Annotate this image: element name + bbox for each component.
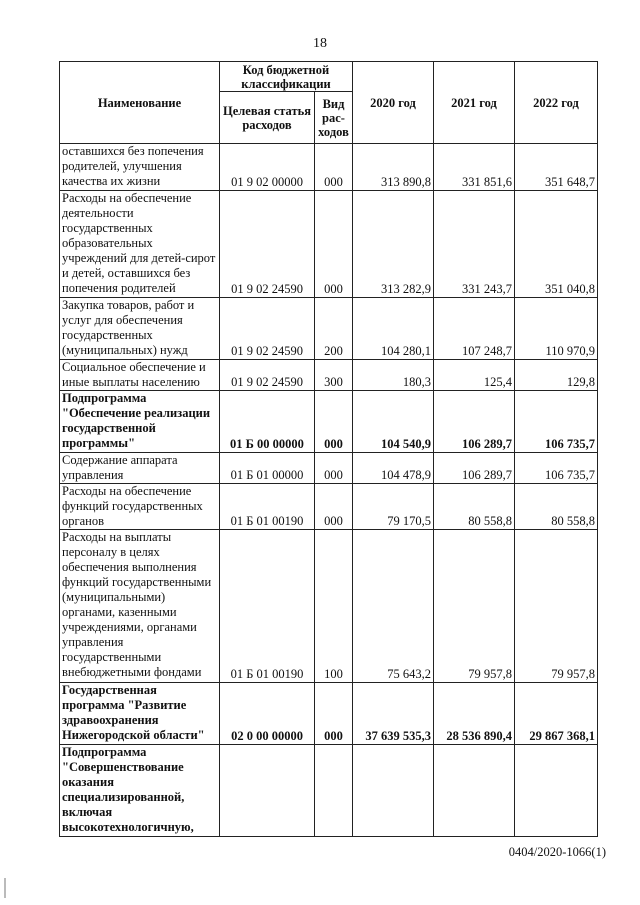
row-kind-code: 000 xyxy=(315,144,353,191)
table-row xyxy=(60,360,598,391)
row-name: Подпрограмма "Совершенствование оказания специализированной, включая высокотехнологичную, xyxy=(60,745,220,837)
row-target-code: 02 0 00 00000 xyxy=(220,683,315,745)
row-value-2022 xyxy=(515,745,598,837)
row-value-2022: 351 040,8 xyxy=(515,191,598,298)
row-value-2020: 104 280,1 xyxy=(353,298,434,360)
row-value-2021: 125,4 xyxy=(434,360,515,391)
row-value-2022: 79 957,8 xyxy=(515,530,598,683)
header-2021: 2021 год xyxy=(434,62,515,144)
row-value-2021: 106 289,7 xyxy=(434,453,515,484)
header-name: Наименование xyxy=(60,62,220,144)
row-name: Подпрограмма "Обеспечение реализации государственной программы" xyxy=(60,391,220,453)
row-target-code: 01 Б 01 00000 xyxy=(220,453,315,484)
table-row xyxy=(60,745,598,837)
row-value-2022: 106 735,7 xyxy=(515,453,598,484)
row-value-2020: 313 890,8 xyxy=(353,144,434,191)
row-target-code: 01 Б 01 00190 xyxy=(220,484,315,530)
scan-edge-mark xyxy=(4,878,6,898)
row-kind-code: 300 xyxy=(315,360,353,391)
row-target-code: 01 9 02 24590 xyxy=(220,360,315,391)
row-value-2020: 37 639 535,3 xyxy=(353,683,434,745)
row-value-2022: 129,8 xyxy=(515,360,598,391)
row-value-2021 xyxy=(434,745,515,837)
row-name: Закупка товаров, работ и услуг для обеспечения государственных (муниципальных) нужд xyxy=(60,298,220,360)
row-target-code: 01 9 02 24590 xyxy=(220,191,315,298)
row-name: Содержание аппарата управления xyxy=(60,453,220,484)
header-2020: 2020 год xyxy=(353,62,434,144)
row-value-2020: 79 170,5 xyxy=(353,484,434,530)
row-target-code: 01 9 02 00000 xyxy=(220,144,315,191)
page-number: 18 xyxy=(313,36,327,51)
row-value-2021: 79 957,8 xyxy=(434,530,515,683)
table-row xyxy=(60,683,598,745)
row-value-2021: 28 536 890,4 xyxy=(434,683,515,745)
row-name: Расходы на обеспечение функций государственных органов xyxy=(60,484,220,530)
row-kind-code: 200 xyxy=(315,298,353,360)
document-footer-code: 0404/2020-1066(1) xyxy=(508,845,606,859)
row-kind-code: 000 xyxy=(315,683,353,745)
row-value-2020: 104 478,9 xyxy=(353,453,434,484)
table-row xyxy=(60,530,598,683)
row-value-2021: 331 851,6 xyxy=(434,144,515,191)
row-value-2020: 104 540,9 xyxy=(353,391,434,453)
row-name: Расходы на выплаты персоналу в целях обеспечения выполнения функций государственными (муниципальными) органами, казенными учреждениями, органами управления государственными внебюджетными фондами xyxy=(60,530,220,683)
row-value-2022: 106 735,7 xyxy=(515,391,598,453)
row-value-2022: 29 867 368,1 xyxy=(515,683,598,745)
header-kind: Вид рас- ходов xyxy=(315,92,353,144)
row-value-2020: 180,3 xyxy=(353,360,434,391)
table-row xyxy=(60,191,598,298)
row-name: Государственная программа "Развитие здравоохранения Нижегородской области" xyxy=(60,683,220,745)
table-row xyxy=(60,144,598,191)
row-kind-code: 100 xyxy=(315,530,353,683)
row-value-2020: 313 282,9 xyxy=(353,191,434,298)
row-name: Социальное обеспечение и иные выплаты населению xyxy=(60,360,220,391)
row-value-2022: 351 648,7 xyxy=(515,144,598,191)
row-target-code xyxy=(220,745,315,837)
row-kind-code: 000 xyxy=(315,191,353,298)
table-row xyxy=(60,298,598,360)
header-target: Целевая статья расходов xyxy=(220,92,315,144)
row-target-code: 01 Б 01 00190 xyxy=(220,530,315,683)
row-value-2021: 107 248,7 xyxy=(434,298,515,360)
table-row xyxy=(60,391,598,453)
header-2022: 2022 год xyxy=(515,62,598,144)
row-value-2021: 331 243,7 xyxy=(434,191,515,298)
header-code-group: Код бюджетной классификации xyxy=(220,62,353,92)
row-kind-code: 000 xyxy=(315,484,353,530)
row-value-2022: 110 970,9 xyxy=(515,298,598,360)
row-target-code: 01 9 02 24590 xyxy=(220,298,315,360)
row-name: Расходы на обеспечение деятельности государственных образовательных учреждений для детей-сирот и детей, оставшихся без попечения родителей xyxy=(60,191,220,298)
budget-table xyxy=(59,61,598,837)
row-kind-code: 000 xyxy=(315,391,353,453)
row-value-2022: 80 558,8 xyxy=(515,484,598,530)
row-value-2020 xyxy=(353,745,434,837)
row-kind-code xyxy=(315,745,353,837)
row-kind-code: 000 xyxy=(315,453,353,484)
row-value-2021: 106 289,7 xyxy=(434,391,515,453)
table-row xyxy=(60,484,598,530)
row-value-2020: 75 643,2 xyxy=(353,530,434,683)
table-row xyxy=(60,453,598,484)
row-name: оставшихся без попечения родителей, улучшения качества их жизни xyxy=(60,144,220,191)
row-value-2021: 80 558,8 xyxy=(434,484,515,530)
row-target-code: 01 Б 00 00000 xyxy=(220,391,315,453)
